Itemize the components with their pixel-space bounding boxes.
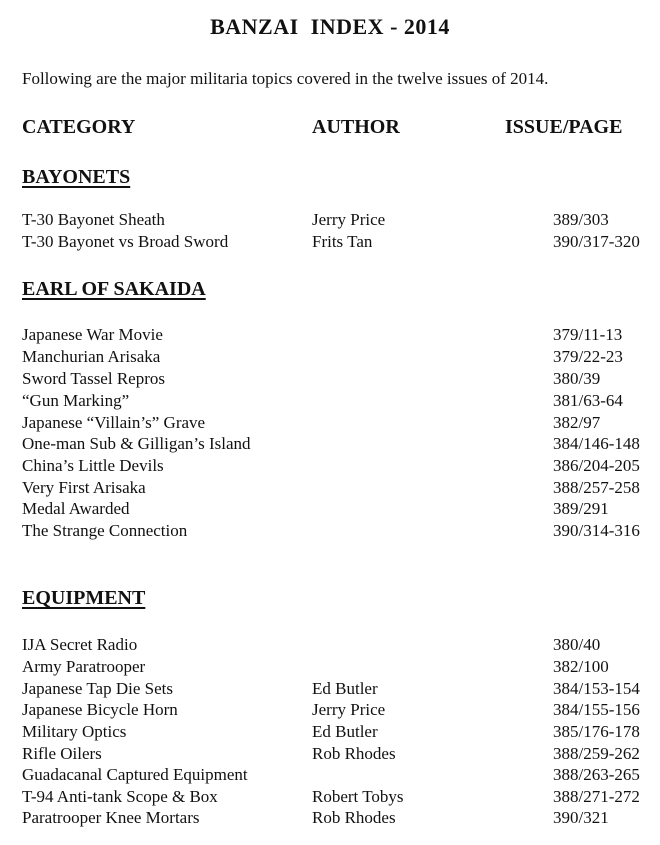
entry-issue-page: 388/271-272 — [553, 787, 640, 806]
intro-text: Following are the major militaria topics covered in the twelve issues of 2014. — [22, 69, 549, 88]
entry-issue-page: 380/40 — [553, 635, 601, 654]
entry-title: Sword Tassel Repros — [22, 369, 165, 388]
table-row — [0, 765, 660, 787]
entry-title: T-30 Bayonet vs Broad Sword — [22, 232, 229, 251]
entry-author: Jerry Price — [312, 210, 386, 229]
section-title-bayonets: BAYONETS — [22, 166, 131, 188]
entry-title: One-man Sub & Gilligan’s Island — [22, 434, 251, 453]
entry-issue-page: 384/153-154 — [553, 679, 640, 698]
entry-author: Rob Rhodes — [312, 808, 396, 827]
entry-title: IJA Secret Radio — [22, 635, 138, 654]
entry-title: Medal Awarded — [22, 499, 130, 518]
table-row — [0, 434, 660, 456]
entry-author: Robert Tobys — [312, 787, 404, 806]
table-row — [0, 325, 660, 347]
table-row — [0, 521, 660, 543]
entry-title: Guadacanal Captured Equipment — [22, 765, 248, 784]
table-row — [0, 210, 660, 232]
entry-title: Very First Arisaka — [22, 478, 146, 497]
table-row — [0, 787, 660, 809]
entry-author: Frits Tan — [312, 232, 373, 251]
entry-issue-page: 389/291 — [553, 499, 609, 518]
table-row — [0, 391, 660, 413]
entry-title: Rifle Oilers — [22, 744, 102, 763]
entry-issue-page: 379/11-13 — [553, 325, 623, 344]
entry-issue-page: 381/63-64 — [553, 391, 623, 410]
table-row — [0, 700, 660, 722]
entry-author: Ed Butler — [312, 679, 378, 698]
section-title-earl-of-sakaida: EARL OF SAKAIDA — [22, 278, 206, 300]
entry-author: Ed Butler — [312, 722, 378, 741]
entry-title: T-94 Anti-tank Scope & Box — [22, 787, 218, 806]
column-header-issue-page: ISSUE/PAGE — [505, 116, 623, 138]
entry-title: Japanese Bicycle Horn — [22, 700, 178, 719]
entry-author: Rob Rhodes — [312, 744, 396, 763]
table-row — [0, 635, 660, 657]
table-row — [0, 478, 660, 500]
entry-issue-page: 389/303 — [553, 210, 609, 229]
entry-title: Military Optics — [22, 722, 127, 741]
entry-issue-page: 379/22-23 — [553, 347, 623, 366]
entry-issue-page: 380/39 — [553, 369, 601, 388]
entry-issue-page: 390/317-320 — [553, 232, 640, 251]
page-title: BANZAI INDEX - 2014 — [210, 14, 450, 39]
entry-title: Manchurian Arisaka — [22, 347, 161, 366]
entry-issue-page: 388/259-262 — [553, 744, 640, 763]
entry-issue-page: 388/257-258 — [553, 478, 640, 497]
entry-issue-page: 390/314-316 — [553, 521, 640, 540]
entry-author: Jerry Price — [312, 700, 386, 719]
entry-title: Japanese War Movie — [22, 325, 163, 344]
entry-issue-page: 384/155-156 — [553, 700, 640, 719]
entry-issue-page: 388/263-265 — [553, 765, 640, 784]
entry-title: China’s Little Devils — [22, 456, 164, 475]
table-row — [0, 722, 660, 744]
entry-title: Japanese “Villain’s” Grave — [22, 413, 206, 432]
table-row — [0, 499, 660, 521]
entry-issue-page: 390/321 — [553, 808, 609, 827]
table-row — [0, 657, 660, 679]
entry-title: Paratrooper Knee Mortars — [22, 808, 200, 827]
table-row — [0, 679, 660, 701]
entry-issue-page: 382/97 — [553, 413, 601, 432]
entry-issue-page: 382/100 — [553, 657, 609, 676]
column-header-author: AUTHOR — [312, 116, 400, 138]
table-row — [0, 347, 660, 369]
table-row — [0, 369, 660, 391]
table-row — [0, 413, 660, 435]
table-row — [0, 232, 660, 254]
entry-title: T-30 Bayonet Sheath — [22, 210, 165, 229]
column-header-category: CATEGORY — [22, 116, 136, 138]
table-row — [0, 744, 660, 766]
entry-issue-page: 386/204-205 — [553, 456, 640, 475]
table-row — [0, 808, 660, 830]
entry-title: Army Paratrooper — [22, 657, 146, 676]
entry-title: Japanese Tap Die Sets — [22, 679, 173, 698]
entry-title: “Gun Marking” — [22, 391, 130, 410]
entry-issue-page: 384/146-148 — [553, 434, 640, 453]
entry-title: The Strange Connection — [22, 521, 188, 540]
section-title-equipment: EQUIPMENT — [22, 587, 146, 609]
table-row — [0, 456, 660, 478]
entry-issue-page: 385/176-178 — [553, 722, 640, 741]
